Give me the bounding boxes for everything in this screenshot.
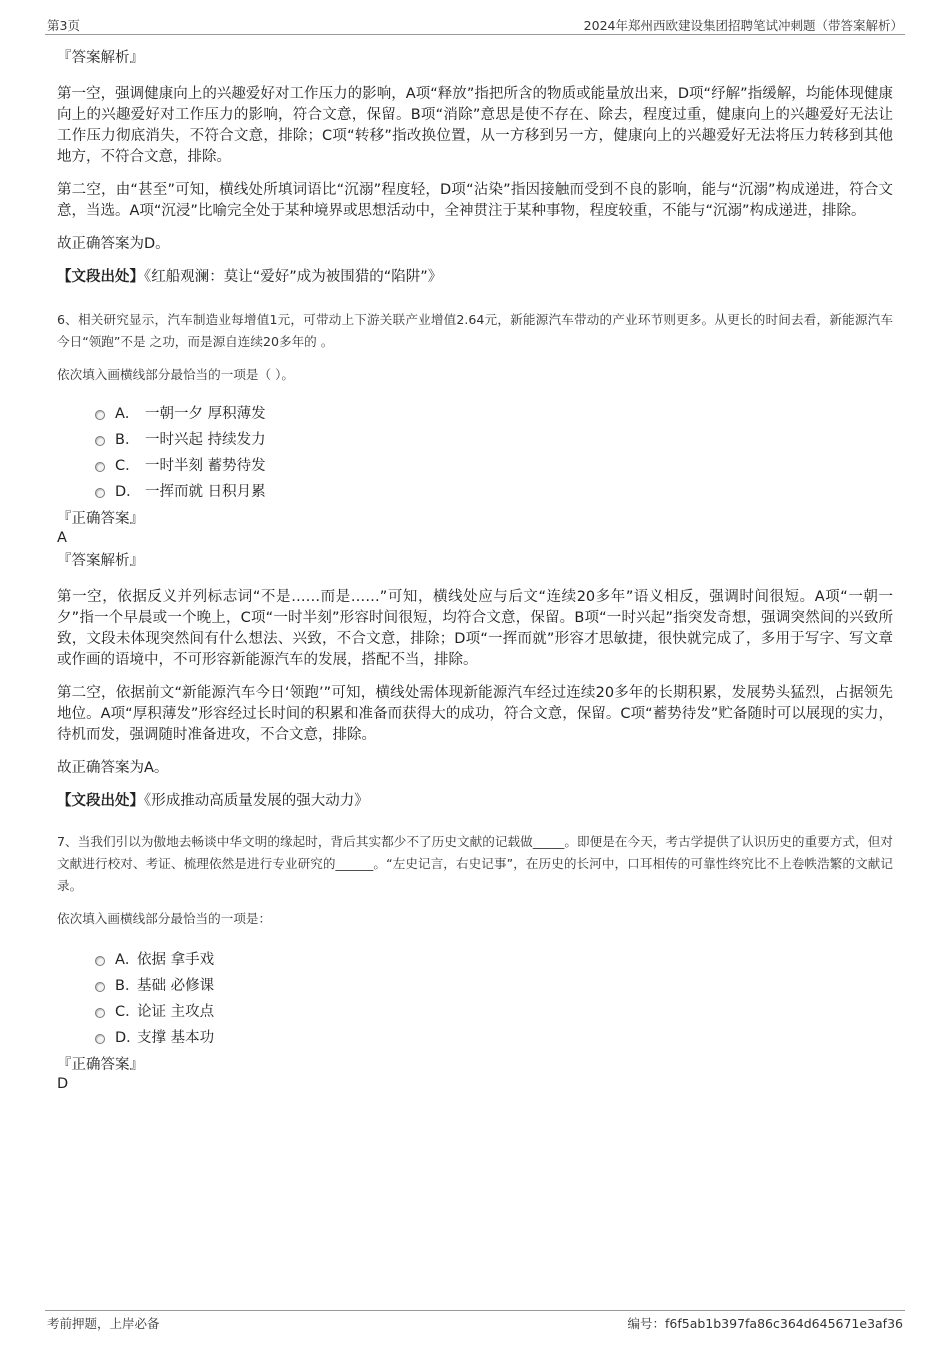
radio-icon[interactable]	[95, 982, 105, 992]
question-7-options	[95, 947, 893, 1051]
option-a[interactable]: A．依据 拿手戏	[95, 947, 893, 973]
analysis-label: 『答案解析』	[57, 553, 144, 569]
option-b[interactable]: B． 一时兴起 持续发力	[95, 427, 893, 453]
option-c[interactable]: C．论证 主攻点	[95, 999, 893, 1025]
radio-icon[interactable]	[95, 462, 105, 472]
option-d[interactable]: D． 一挥而就 日积月累	[95, 479, 893, 505]
analysis-label: 『答案解析』	[57, 50, 144, 66]
source-label: 【文段出处】	[57, 269, 144, 285]
question-6-text: 6、相关研究显示，汽车制造业每增值1元，可带动上下游关联产业增值2.64元，新能源汽车带动的产业环节则更多。从更长的时间去看，新能源汽车今日“领跑”不是 之功，而是源自连续20多年的 。	[57, 312, 893, 349]
source-text: 《形成推动高质量发展的强大动力》	[144, 793, 369, 809]
radio-icon[interactable]	[95, 436, 105, 446]
correct-answer-label: 『正确答案』	[57, 511, 144, 527]
page-header	[45, 14, 905, 35]
radio-icon[interactable]	[95, 1034, 105, 1044]
analysis-paragraph: 第一空，依据反义并列标志词“不是……而是……”可知，横线处应与后文“连续20多年”语义相反，强调时间很短。A项“一朝一夕”指一个早晨或一个晚上，C项“一时半刻”形容时间很短，均符合文意，保留。B项“一时兴起”指突发奇想，强调突然间的兴致所致，文段未体现突然间有什么想法、兴致，不合文意，排除；D项“一挥而就”形容才思敏捷，很快就完成了，多用于写字、写文章或作画的语境中，不可形容新能源汽车的发展，搭配不当，排除。	[57, 589, 893, 668]
radio-icon[interactable]	[95, 1008, 105, 1018]
radio-icon[interactable]	[95, 488, 105, 498]
correct-answer-value: D	[57, 1076, 69, 1092]
analysis-conclusion: 故正确答案为D。	[57, 236, 170, 252]
page-content	[57, 44, 893, 1093]
document-id: 编号：f6f5ab1b397fa86c364d645671e3af36	[627, 1316, 903, 1331]
radio-icon[interactable]	[95, 410, 105, 420]
option-c[interactable]: C． 一时半刻 蓄势待发	[95, 453, 893, 479]
question-6-instruction: 依次填入画横线部分最恰当的一项是（ ）。	[57, 367, 294, 382]
question-6-options	[95, 401, 893, 505]
source-line	[57, 791, 893, 811]
analysis-conclusion: 故正确答案为A。	[57, 760, 169, 776]
source-label: 【文段出处】	[57, 793, 144, 809]
source-line	[57, 267, 893, 287]
analysis-paragraph: 第二空，由“甚至”可知，横线处所填词语比“沉溺”程度轻，D项“沾染”指因接触而受到不良的影响，能与“沉溺”构成递进，符合文意，当选。A项“沉浸”比喻完全处于某种境界或思想活动中，全神贯注于某种事物，程度较重，不能与“沉溺”构成递进，排除。	[57, 182, 893, 219]
question-7-instruction: 依次填入画横线部分最恰当的一项是：	[57, 911, 272, 926]
option-b[interactable]: B．基础 必修课	[95, 973, 893, 999]
option-d[interactable]: D．支撑 基本功	[95, 1025, 893, 1051]
footer-slogan: 考前押题，上岸必备	[47, 1316, 160, 1331]
page-number: 第3页	[47, 18, 80, 33]
radio-icon[interactable]	[95, 956, 105, 966]
page-footer	[45, 1310, 905, 1333]
document-title: 2024年郑州西欧建设集团招聘笔试冲刺题（带答案解析）	[583, 18, 903, 33]
source-text: 《红船观澜：莫让“爱好”成为被围猎的“陷阱”》	[144, 269, 443, 285]
correct-answer-value: A	[57, 530, 67, 546]
analysis-paragraph: 第一空，强调健康向上的兴趣爱好对工作压力的影响，A项“释放”指把所含的物质或能量放出来，D项“纾解”指缓解，均能体现健康向上的兴趣爱好对工作压力的影响，符合文意，保留。B项“消除”意思是使不存在、除去，程度过重，健康向上的兴趣爱好无法让工作压力彻底消失，不符合文意，排除；C项“转移”指改换位置，从一方移到另一方，健康向上的兴趣爱好无法将压力转移到其他地方，不符合文意，排除。	[57, 86, 893, 165]
correct-answer-label: 『正确答案』	[57, 1057, 144, 1073]
question-7-text: 7、当我们引以为傲地去畅谈中华文明的缘起时，背后其实都少不了历史文献的记载做_____。即便是在今天，考古学提供了认识历史的重要方式，但对文献进行校对、考证、梳理依然是进行专业研究的______。“左史记言，右史记事”，在历史的长河中，口耳相传的可靠性终究比不上卷帙浩繁的文献记录。	[57, 834, 893, 893]
option-a[interactable]: A． 一朝一夕 厚积薄发	[95, 401, 893, 427]
analysis-paragraph: 第二空，依据前文“新能源汽车今日‘领跑’”可知，横线处需体现新能源汽车经过连续20多年的长期积累，发展势头猛烈，占据领先地位。A项“厚积薄发”形容经过长时间的积累和准备而获得大的成功，符合文意，保留。C项“蓄势待发”贮备随时可以展现的实力，待机而发，强调随时准备进攻，不合文意，排除。	[57, 685, 893, 743]
